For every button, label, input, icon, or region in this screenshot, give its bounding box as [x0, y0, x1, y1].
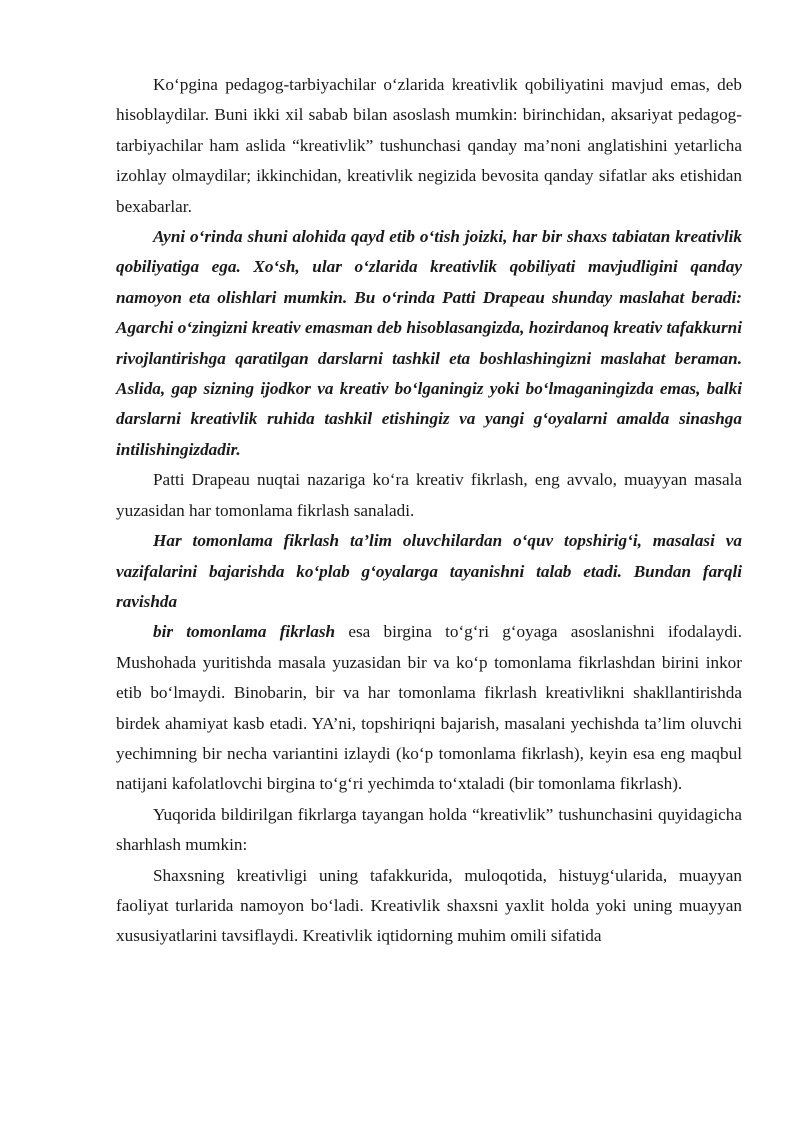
document-page	[116, 70, 742, 952]
paragraph-creativity-interpretation: Yuqorida bildirilgan fikrlarga tayangan holda “kreativlik” tushunchasini quyidagicha sharhlash mumkin:	[116, 804, 742, 855]
paragraph-creative-thinking-definition: Patti Drapeau nuqtai nazariga ko‘ra kreativ fikrlash, eng avvalo, muayyan masala yuzasidan har tomonlama fikrlash sanaladi.	[116, 470, 742, 520]
paragraph-convergent-thinking	[116, 617, 742, 799]
paragraph-intro: Ko‘pgina pedagog-tarbiyachilar o‘zlarida kreativlik qobiliyatini mavjud emas, deb hisoblaydilar. Buni ikki xil sabab bilan asoslash mumkin: birinchidan, aksariyat pedagog-tarbiyachilar ham aslida “kreativlik” tushunchasi qanday ma’noni anglatishini yetarlicha izohlay olmaydilar; ikkinchidan, kreativlik negizida bevosita qanday sifatlar aks etishidan bexabarlar.	[116, 75, 742, 216]
paragraph-convergent-thinking-text: esa birgina to‘g‘ri g‘oyaga asoslanishni ifodalaydi. Mushohada yuritishda masala yuzasidan bir va ko‘p tomonlama fikrlashdan birini inkor etib bo‘lmaydi. Binobarin, bir va har tomonlama fikrlash kreativlikni shakllantirishda birdek ahamiyat kasb etadi. YA’ni, topshiriqni bajarish, masalani yechishda ta’lim oluvchi yechimning bir necha variantini izlaydi (ko‘p tomonlama fikrlash), keyin esa eng maqbul natijani kafolatlovchi birgina to‘g‘ri yechimda to‘xtaladi (bir tomonlama fikrlash).	[116, 622, 742, 794]
paragraph-divergent-thinking: Har tomonlama fikrlash ta’lim oluvchilardan o‘quv topshirig‘i, masalasi va vazifalarini bajarishda ko‘plab g‘oyalarga tayanishni talab etadi. Bundan farqli ravishda	[116, 531, 742, 611]
paragraph-patti-drapeau-advice: Ayni o‘rinda shuni alohida qayd etib o‘tish joizki, har bir shaxs tabiatan kreativlik qobiliyatiga ega. Xo‘sh, ular o‘zlarida kreativlik qobiliyati mavjudligini qanday namoyon eta olishlari mumkin. Bu o‘rinda Patti Drapeau shunday maslahat beradi: Agarchi o‘zingizni kreativ emasman deb hisoblasangizda, hozirdanoq kreativ tafakkurni rivojlantirishga qaratilgan darslarni tashkil eta boshlashingizni maslahat beraman. Aslida, gap sizning ijodkor va kreativ bo‘lganingiz yoki bo‘lmaganingizda emas, balki darslarni kreativlik ruhida tashkil etishingiz va yangi g‘oyalarni amalda sinashga intilishingizdadir.	[116, 227, 742, 459]
paragraph-personal-creativity: Shaxsning kreativligi uning tafakkurida, muloqotida, histuyg‘ularida, muayyan faoliyat turlarida namoyon bo‘ladi. Kreativlik shaxsni yaxlit holda yoki uning muayyan xususiyatlarini tavsiflaydi. Kreativlik iqtidorning muhim omili sifatida	[116, 865, 742, 946]
term-convergent-thinking: bir tomonlama fikrlash	[153, 622, 336, 642]
